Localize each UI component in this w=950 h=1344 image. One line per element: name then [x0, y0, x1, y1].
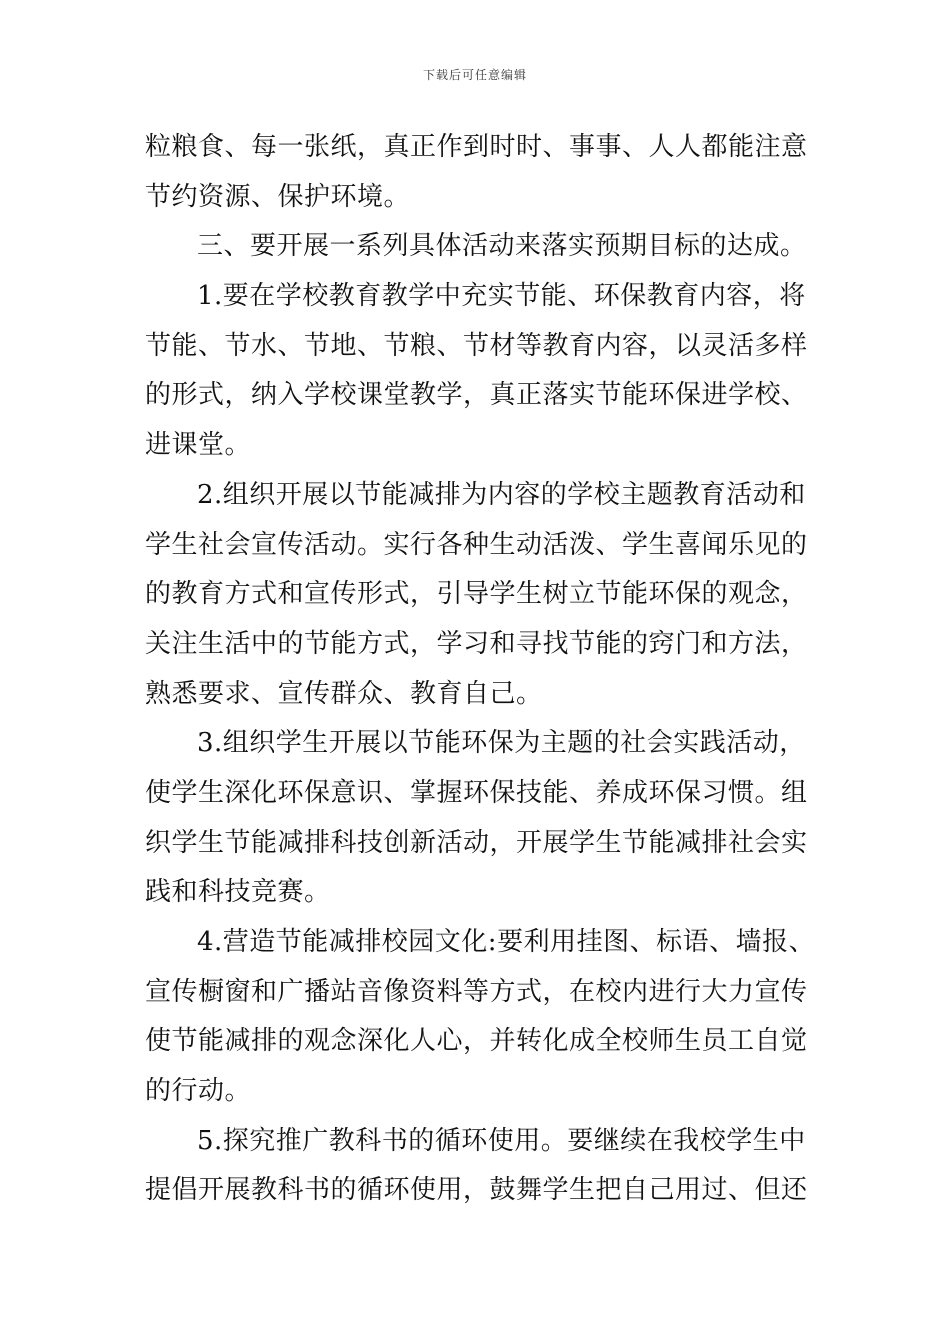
text-line: 2.组织开展以节能减排为内容的学校主题教育活动和 [197, 479, 806, 510]
document-body [145, 123, 816, 1216]
text-line: 使节能减排的观念深化人心，并转化成全校师生员工自觉 [145, 1026, 808, 1057]
text-line: 使学生深化环保意识、掌握环保技能、养成环保习惯。组 [145, 777, 808, 808]
text-line: 的行动。 [145, 1076, 252, 1107]
paragraph-item-1 [145, 272, 807, 471]
text-line: 4.营造节能减排校园文化:要利用挂图、标语、墙报、 [197, 927, 816, 957]
text-line: 进课堂。 [145, 430, 252, 461]
text-line: 的教育方式和宣传形式，引导学生树立节能环保的观念， [145, 579, 808, 610]
text-line: 三、要开展一系列具体活动来落实预期目标的达成。 [197, 231, 807, 262]
text-line: 熟悉要求、宣传群众、教育自己。 [145, 678, 543, 709]
text-line: 1.要在学校教育教学中充实节能、环保教育内容，将 [197, 281, 806, 312]
text-line: 关注生活中的节能方式，学习和寻找节能的窍门和方法， [145, 628, 808, 659]
text-line: 宣传橱窗和广播站音像资料等方式，在校内进行大力宣传 [145, 976, 808, 1007]
text-line: 织学生节能减排科技创新活动，开展学生节能减排社会实 [145, 827, 808, 858]
text-line: 5.探究推广教科书的循环使用。要继续在我校学生中 [197, 1125, 806, 1156]
text-line: 节约资源、保护环境。 [145, 181, 411, 212]
section-heading-three [145, 222, 807, 272]
paragraph-continuation [145, 123, 807, 222]
text-line: 践和科技竞赛。 [145, 877, 331, 908]
text-line: 学生社会宣传活动。实行各种生动活泼、学生喜闻乐见的 [145, 529, 808, 560]
text-line: 的形式，纳入学校课堂教学，真正落实节能环保进学校、 [145, 380, 808, 411]
paragraph-item-5 [145, 1117, 807, 1216]
paragraph-item-2 [145, 471, 807, 719]
text-line: 节能、节水、节地、节粮、节材等教育内容，以灵活多样 [145, 330, 808, 361]
paragraph-item-3 [145, 719, 807, 918]
text-line: 粒粮食、每一张纸，真正作到时时、事事、人人都能注意 [145, 132, 808, 162]
page-header: 下载后可任意编辑 [422, 68, 527, 82]
paragraph-item-4 [145, 918, 816, 1117]
text-line: 3.组织学生开展以节能环保为主题的社会实践活动， [197, 728, 806, 759]
text-line: 提倡开展教科书的循环使用，鼓舞学生把自己用过、但还 [145, 1175, 808, 1206]
